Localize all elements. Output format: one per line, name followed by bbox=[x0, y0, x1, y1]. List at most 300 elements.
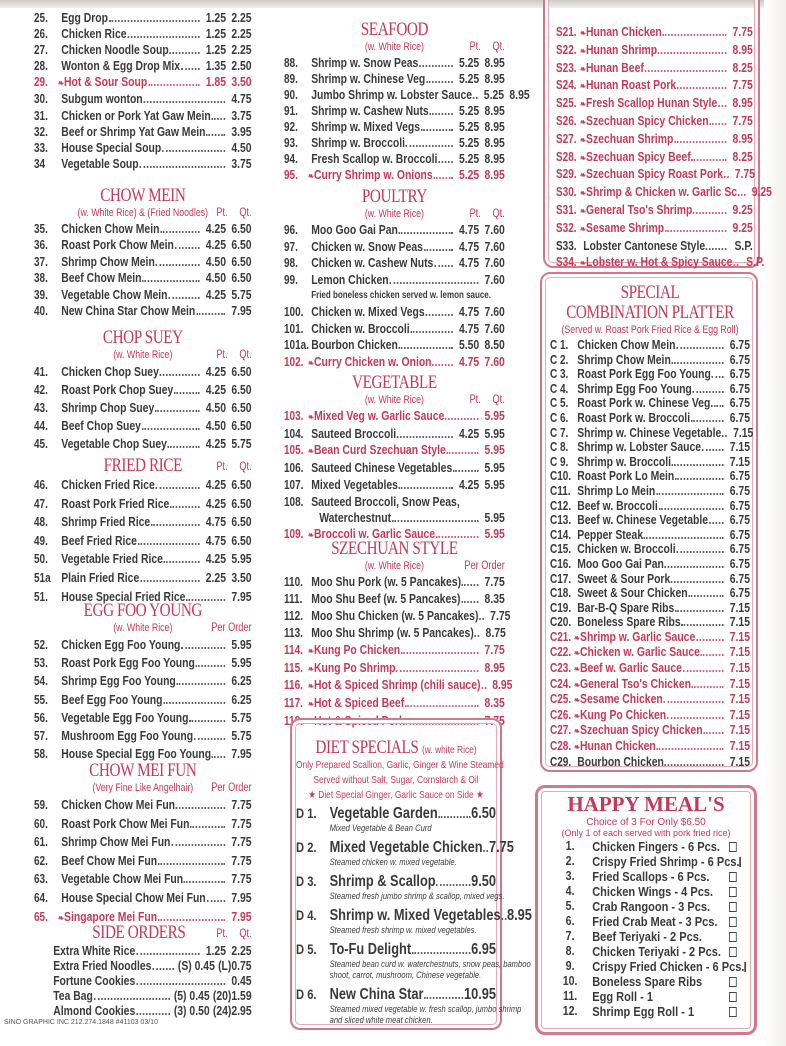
menu-item[interactable] bbox=[284, 477, 505, 494]
item-number: 55. bbox=[34, 692, 48, 707]
menu-item[interactable] bbox=[284, 442, 505, 460]
menu-item[interactable] bbox=[34, 513, 252, 532]
happy-meal-item[interactable] bbox=[548, 989, 744, 1004]
diet-item[interactable] bbox=[296, 986, 522, 1026]
menu-item[interactable] bbox=[550, 723, 750, 739]
item-price: 4.25 bbox=[205, 364, 226, 379]
menu-item[interactable] bbox=[556, 238, 753, 255]
menu-item[interactable] bbox=[556, 149, 753, 167]
menu-item[interactable] bbox=[34, 727, 252, 745]
menu-item[interactable] bbox=[550, 677, 750, 693]
diet-item[interactable] bbox=[296, 873, 505, 902]
menu-item[interactable] bbox=[550, 708, 750, 724]
menu-item[interactable] bbox=[284, 87, 530, 103]
menu-item[interactable] bbox=[556, 24, 753, 42]
item-name: Fried Scallops - 6 Pcs. bbox=[592, 869, 710, 884]
menu-item[interactable] bbox=[26, 958, 252, 973]
menu-item[interactable] bbox=[34, 672, 252, 690]
menu-item[interactable] bbox=[34, 270, 252, 286]
item-price: 7.75 bbox=[484, 641, 505, 657]
leader-dots bbox=[663, 34, 727, 36]
item-price: 1.25 bbox=[205, 42, 226, 58]
menu-item[interactable] bbox=[556, 184, 772, 202]
leader-dots bbox=[168, 297, 199, 299]
item-price: 7.75 bbox=[490, 607, 511, 623]
menu-item[interactable] bbox=[284, 408, 505, 426]
menu-item[interactable] bbox=[34, 91, 252, 107]
menu-item[interactable] bbox=[26, 943, 252, 958]
menu-item[interactable] bbox=[550, 440, 750, 455]
menu-item[interactable] bbox=[34, 237, 252, 253]
happy-meal-item[interactable] bbox=[548, 944, 744, 959]
leader-dots bbox=[158, 863, 225, 865]
item-name: Sesame Shrimp bbox=[586, 219, 665, 235]
item-price: 7.15 bbox=[729, 614, 750, 630]
menu-item[interactable] bbox=[550, 661, 750, 677]
item-price: 4.25 bbox=[458, 476, 480, 492]
item-name: Mushroom Egg Foo Young bbox=[61, 728, 194, 744]
item-name: Vegetable Chow Mein bbox=[61, 286, 168, 302]
menu-item[interactable] bbox=[34, 833, 252, 852]
menu-item[interactable] bbox=[34, 74, 252, 91]
price-column-headers bbox=[204, 927, 252, 942]
item-number: 10. bbox=[562, 974, 578, 988]
leader-dots bbox=[741, 194, 746, 196]
price-column-header: Qt. bbox=[492, 41, 505, 53]
diet-item-row bbox=[296, 839, 514, 857]
item-price: 7.75 bbox=[231, 871, 252, 887]
happy-meal-item[interactable] bbox=[548, 839, 744, 854]
price-column-header: Qt. bbox=[492, 208, 505, 220]
item-number: C15. bbox=[550, 542, 572, 557]
diet-item[interactable] bbox=[296, 805, 496, 834]
item-number: 53. bbox=[34, 656, 48, 671]
menu-item[interactable] bbox=[34, 654, 252, 672]
menu-section-szechuan bbox=[284, 538, 513, 731]
menu-item[interactable] bbox=[550, 615, 750, 630]
menu-item[interactable] bbox=[284, 642, 505, 660]
happy-meal-item[interactable] bbox=[548, 854, 744, 869]
leader-dots bbox=[674, 141, 726, 143]
item-price: 7.60 bbox=[484, 222, 505, 237]
leader-dots bbox=[189, 720, 225, 722]
item-name: Sweet & Sour Pork bbox=[577, 570, 671, 586]
checkbox[interactable] bbox=[729, 992, 737, 1002]
item-number: 35. bbox=[34, 222, 48, 236]
menu-item[interactable] bbox=[284, 460, 505, 477]
menu-item[interactable] bbox=[550, 528, 750, 543]
happy-meal-item[interactable] bbox=[548, 959, 744, 974]
hot-spicy-pepper-icon: ❧ bbox=[58, 912, 65, 923]
menu-item[interactable] bbox=[550, 572, 750, 587]
item-name: Egg Roll - 1 bbox=[592, 989, 653, 1004]
checkbox[interactable] bbox=[745, 962, 747, 972]
menu-item[interactable] bbox=[550, 542, 750, 557]
item-price: 6.75 bbox=[729, 380, 750, 396]
leader-dots bbox=[142, 280, 199, 282]
item-price: 6.75 bbox=[729, 337, 750, 352]
item-name: Roast Pork Egg Foo Young bbox=[577, 366, 711, 382]
item-price: 5.75 bbox=[231, 709, 252, 725]
menu-item[interactable] bbox=[34, 417, 252, 435]
menu-item[interactable] bbox=[556, 95, 753, 113]
menu-item[interactable] bbox=[34, 381, 252, 399]
menu-item[interactable] bbox=[550, 396, 750, 411]
item-number: 108. bbox=[284, 494, 304, 509]
happy-meal-item[interactable] bbox=[548, 884, 744, 899]
item-name: Shrimp Fried Rice bbox=[61, 514, 151, 530]
item-price: 4.25 bbox=[205, 237, 226, 253]
menu-item[interactable] bbox=[550, 692, 750, 708]
item-name: House Special Chow Mei Fun bbox=[61, 889, 206, 905]
menu-item[interactable] bbox=[284, 239, 505, 256]
hot-spicy-pepper-icon: ❧ bbox=[574, 648, 581, 659]
item-price: (S) 0.45 bbox=[177, 958, 215, 973]
menu-item[interactable] bbox=[284, 135, 505, 151]
menu-item[interactable] bbox=[34, 140, 252, 156]
menu-item[interactable] bbox=[284, 494, 505, 511]
item-price: 8.95 bbox=[484, 119, 505, 134]
item-name: Beef Fried Rice bbox=[61, 532, 137, 548]
item-name: Roast Pork Egg Foo Young bbox=[61, 655, 195, 671]
item-price: (L)0.75 bbox=[218, 958, 252, 973]
item-price: 7.60 bbox=[484, 255, 505, 271]
happy-meal-item[interactable] bbox=[548, 914, 744, 929]
menu-item[interactable] bbox=[284, 625, 505, 642]
item-price: S.P. bbox=[734, 237, 753, 253]
menu-item[interactable] bbox=[284, 660, 505, 678]
section-title: CHOW MEI FUN bbox=[89, 760, 197, 781]
checkbox[interactable] bbox=[729, 887, 737, 897]
diet-note: ★ Diet Special Ginger, Garlic Sauce on Side ★ bbox=[308, 789, 484, 801]
item-price: 5.95 bbox=[484, 460, 505, 476]
item-name: Shrimp w. Mixed Vegs bbox=[311, 119, 421, 134]
menu-item[interactable] bbox=[284, 591, 505, 608]
item-name: Hunan Chicken bbox=[580, 738, 656, 754]
item-number: 57. bbox=[34, 729, 48, 744]
printer-credit: SINO GRAPHIC INC 212.274.1848 #41103 03/10 bbox=[4, 1019, 158, 1026]
happy-meal-item[interactable] bbox=[548, 929, 744, 944]
item-number: C10. bbox=[550, 469, 572, 484]
menu-item[interactable] bbox=[34, 26, 252, 42]
item-price: 6.75 bbox=[729, 570, 750, 586]
item-price: 7.75 bbox=[732, 24, 753, 39]
item-name: Hot & Spiced Pork bbox=[314, 713, 405, 729]
item-name: Almond Cookies bbox=[53, 1003, 136, 1018]
menu-item[interactable] bbox=[284, 119, 505, 135]
item-price: 6.50 bbox=[231, 514, 252, 530]
item-name: Mixed Vegetables bbox=[311, 476, 398, 492]
menu-item[interactable] bbox=[34, 476, 252, 495]
menu-item[interactable] bbox=[284, 151, 505, 167]
diet-item[interactable] bbox=[296, 839, 514, 868]
menu-item[interactable] bbox=[550, 755, 750, 770]
menu-section-combo bbox=[550, 282, 754, 769]
menu-item[interactable] bbox=[34, 10, 252, 26]
item-price: 6.50 bbox=[231, 237, 252, 253]
item-name: Vegetable Fried Rice bbox=[61, 551, 163, 567]
hot-spicy-pepper-icon: ❧ bbox=[308, 717, 315, 728]
menu-item[interactable] bbox=[284, 255, 505, 272]
menu-item[interactable] bbox=[550, 469, 750, 484]
hot-spicy-pepper-icon: ❧ bbox=[308, 663, 315, 674]
menu-item[interactable] bbox=[550, 601, 750, 616]
menu-item[interactable] bbox=[34, 709, 252, 727]
menu-item[interactable] bbox=[284, 304, 505, 321]
price-column-header: Pt. bbox=[216, 928, 228, 940]
leader-dots bbox=[439, 816, 471, 818]
item-number: 97. bbox=[284, 239, 298, 254]
item-number: C12. bbox=[550, 498, 572, 513]
item-price: 6.50 bbox=[231, 418, 252, 433]
leader-dots bbox=[447, 452, 479, 454]
leader-dots bbox=[399, 487, 453, 489]
item-number: 94. bbox=[284, 152, 298, 166]
menu-item[interactable] bbox=[26, 1003, 252, 1018]
menu-item[interactable] bbox=[550, 586, 750, 601]
item-price: 4.75 bbox=[458, 238, 480, 254]
item-number: C27. bbox=[550, 723, 572, 738]
checkbox[interactable] bbox=[740, 857, 742, 867]
checkbox[interactable] bbox=[729, 977, 737, 987]
menu-item[interactable] bbox=[34, 399, 252, 417]
item-price: 4.75 bbox=[205, 514, 226, 530]
menu-item[interactable] bbox=[284, 55, 505, 71]
item-price: 7.15 bbox=[729, 706, 750, 722]
menu-item[interactable] bbox=[284, 337, 505, 354]
menu-item[interactable] bbox=[550, 455, 750, 470]
menu-item[interactable] bbox=[34, 691, 252, 709]
menu-item[interactable] bbox=[34, 124, 252, 140]
menu-item[interactable] bbox=[284, 71, 505, 87]
leader-dots bbox=[702, 449, 724, 451]
item-price: 7.95 bbox=[231, 303, 252, 319]
price-column-header: Pt. bbox=[469, 41, 481, 53]
menu-item[interactable] bbox=[550, 739, 750, 755]
menu-item[interactable] bbox=[550, 382, 750, 397]
menu-item[interactable] bbox=[556, 42, 753, 60]
menu-item[interactable] bbox=[556, 60, 753, 78]
menu-item[interactable] bbox=[550, 513, 750, 528]
item-number: 88. bbox=[284, 56, 298, 70]
menu-item[interactable] bbox=[34, 889, 252, 908]
checkbox[interactable] bbox=[729, 872, 737, 882]
menu-item[interactable] bbox=[34, 495, 252, 514]
menu-item[interactable] bbox=[284, 321, 505, 338]
menu-item[interactable] bbox=[34, 550, 252, 569]
item-name: Roast Pork Lo Mein bbox=[577, 468, 675, 484]
menu-item[interactable] bbox=[284, 574, 505, 591]
subtitle-text: (w. White Rice) bbox=[113, 622, 173, 634]
item-name: Bean Curd Szechuan Style bbox=[314, 442, 446, 458]
menu-item[interactable] bbox=[34, 796, 252, 815]
checkbox[interactable] bbox=[729, 842, 737, 852]
leader-dots bbox=[148, 84, 200, 86]
menu-item[interactable] bbox=[550, 424, 754, 441]
leader-dots bbox=[138, 543, 200, 545]
hot-spicy-pepper-icon: ❧ bbox=[308, 412, 315, 422]
menu-item[interactable] bbox=[34, 156, 252, 172]
item-name: Shrimp w. Chinese Veg bbox=[311, 71, 426, 86]
leader-dots bbox=[158, 919, 225, 921]
section-subtitle bbox=[34, 621, 252, 636]
menu-item[interactable] bbox=[34, 108, 252, 124]
menu-section-chopsuey bbox=[34, 328, 252, 453]
subtitle-text: (w. White Rice) & (Fried Noodles) bbox=[77, 207, 209, 219]
menu-item[interactable] bbox=[556, 131, 753, 149]
leader-dots bbox=[658, 52, 726, 54]
menu-item[interactable] bbox=[556, 77, 753, 95]
item-name: Bar-B-Q Spare Ribs bbox=[577, 599, 675, 615]
menu-item[interactable] bbox=[34, 221, 252, 237]
item-name: Fresh Scallop w. Broccoli bbox=[311, 151, 438, 166]
menu-item[interactable] bbox=[34, 636, 252, 654]
leader-dots bbox=[714, 405, 724, 407]
menu-item[interactable] bbox=[284, 510, 505, 526]
item-number: 34 bbox=[34, 156, 46, 171]
menu-item[interactable] bbox=[550, 630, 750, 646]
price-column-headers bbox=[464, 559, 504, 574]
item-price: 4.25 bbox=[205, 382, 226, 397]
menu-item[interactable] bbox=[550, 353, 750, 368]
menu-item[interactable] bbox=[26, 988, 252, 1003]
item-number: D 2. bbox=[296, 839, 317, 855]
section-title: SZECHUAN STYLE bbox=[331, 538, 458, 559]
checkbox[interactable] bbox=[729, 917, 737, 927]
item-name: Singapore Mei Fun bbox=[64, 908, 158, 924]
leader-dots bbox=[194, 738, 225, 740]
leader-dots bbox=[163, 702, 225, 704]
menu-item[interactable] bbox=[556, 202, 753, 220]
item-price: 5.25 bbox=[458, 167, 480, 182]
section-title: EGG FOO YOUNG bbox=[83, 600, 202, 621]
menu-item[interactable] bbox=[550, 411, 750, 426]
menu-item[interactable] bbox=[34, 569, 252, 588]
leader-dots bbox=[696, 639, 724, 641]
menu-item[interactable] bbox=[34, 532, 252, 551]
checkbox[interactable] bbox=[729, 1007, 737, 1017]
menu-item[interactable] bbox=[556, 166, 756, 184]
item-price: 6.75 bbox=[729, 585, 750, 601]
menu-item[interactable] bbox=[34, 815, 252, 834]
item-price: 1.85 bbox=[205, 74, 226, 90]
price-column-headers bbox=[204, 206, 252, 221]
item-price: 7.15 bbox=[729, 599, 750, 615]
item-number: C 5. bbox=[550, 396, 569, 411]
price-column-header: Qt. bbox=[239, 928, 252, 940]
item-price: 4.75 bbox=[458, 303, 480, 319]
item-name: Vegetable Chop Suey bbox=[61, 436, 167, 451]
menu-item[interactable] bbox=[34, 363, 252, 381]
menu-item[interactable] bbox=[284, 103, 505, 119]
price-column-headers bbox=[211, 621, 251, 636]
menu-item[interactable] bbox=[34, 303, 252, 319]
leader-dots bbox=[399, 232, 453, 234]
menu-item[interactable] bbox=[284, 167, 505, 184]
item-name: Sauteed Chinese Vegetables bbox=[311, 460, 453, 476]
item-name: Roast Pork Chow Mei Fun bbox=[61, 815, 190, 831]
diet-item[interactable] bbox=[296, 907, 532, 936]
item-name: Chicken Fingers - 6 Pcs. bbox=[592, 839, 720, 854]
menu-item[interactable] bbox=[284, 222, 505, 239]
leader-dots bbox=[703, 732, 723, 734]
menu-item[interactable] bbox=[550, 367, 750, 382]
item-number: 37. bbox=[34, 254, 48, 269]
item-number: S33. bbox=[556, 238, 577, 253]
menu-item[interactable] bbox=[34, 870, 252, 889]
menu-item[interactable] bbox=[550, 645, 750, 661]
item-price: 8.95 bbox=[484, 659, 505, 675]
menu-item[interactable] bbox=[550, 557, 750, 572]
checkbox[interactable] bbox=[729, 902, 737, 912]
diet-item[interactable] bbox=[296, 941, 531, 981]
menu-item[interactable] bbox=[556, 254, 765, 272]
leader-dots bbox=[688, 595, 723, 597]
item-number: 47. bbox=[34, 496, 48, 511]
checkbox[interactable] bbox=[729, 932, 737, 942]
item-number: 95. bbox=[284, 168, 298, 182]
item-number: 89. bbox=[284, 72, 298, 86]
menu-item[interactable] bbox=[26, 973, 252, 988]
item-price: 6.50 bbox=[231, 532, 252, 548]
item-name: Shrimp Chow Mein bbox=[577, 351, 671, 367]
menu-item[interactable] bbox=[34, 254, 252, 270]
item-price: 3.50 bbox=[231, 569, 252, 585]
checkbox[interactable] bbox=[729, 947, 737, 957]
item-name: Lemon Chicken bbox=[311, 271, 389, 287]
happy-meal-item[interactable] bbox=[548, 869, 744, 884]
item-number: 103. bbox=[284, 409, 304, 423]
item-price: 6.25 bbox=[231, 691, 252, 707]
menu-item[interactable] bbox=[34, 852, 252, 871]
item-number: 42. bbox=[34, 383, 48, 397]
menu-item[interactable] bbox=[284, 695, 505, 713]
menu-item[interactable] bbox=[284, 354, 505, 372]
happy-meal-item[interactable] bbox=[548, 974, 744, 989]
menu-item[interactable] bbox=[284, 607, 511, 625]
happy-meal-item[interactable] bbox=[548, 1004, 744, 1019]
hot-spicy-pepper-icon: ❧ bbox=[574, 742, 581, 753]
happy-meal-item[interactable] bbox=[548, 899, 744, 914]
menu-item[interactable] bbox=[284, 426, 505, 443]
item-price: 6.25 bbox=[231, 673, 252, 689]
menu-item[interactable] bbox=[284, 272, 505, 289]
item-number: 3. bbox=[565, 869, 575, 883]
menu-item[interactable] bbox=[556, 113, 753, 131]
item-price: 1.35 bbox=[205, 58, 226, 74]
price-column-header: Qt. bbox=[239, 349, 252, 361]
menu-item[interactable] bbox=[550, 499, 750, 514]
menu-item[interactable] bbox=[34, 287, 252, 303]
menu-item[interactable] bbox=[34, 42, 252, 58]
menu-item[interactable] bbox=[550, 338, 750, 353]
item-price: 5.75 bbox=[231, 286, 252, 302]
menu-item[interactable] bbox=[550, 484, 750, 499]
hot-spicy-pepper-icon: ❧ bbox=[580, 28, 587, 38]
item-price: 9.25 bbox=[732, 219, 753, 235]
item-name: Shrimp Chow Mei Fun bbox=[61, 834, 171, 850]
menu-item[interactable] bbox=[34, 58, 252, 74]
menu-item[interactable] bbox=[34, 435, 252, 453]
menu-section-sides bbox=[26, 923, 252, 1018]
menu-item[interactable] bbox=[556, 220, 753, 238]
item-price: 5.95 bbox=[484, 525, 505, 541]
item-number: D 1. bbox=[296, 805, 317, 821]
subtitle-text: (w. White Rice) bbox=[364, 560, 424, 572]
item-name: Chicken Chop Suey bbox=[61, 364, 159, 379]
menu-item[interactable] bbox=[284, 677, 513, 695]
item-price: 7.95 bbox=[231, 889, 252, 905]
